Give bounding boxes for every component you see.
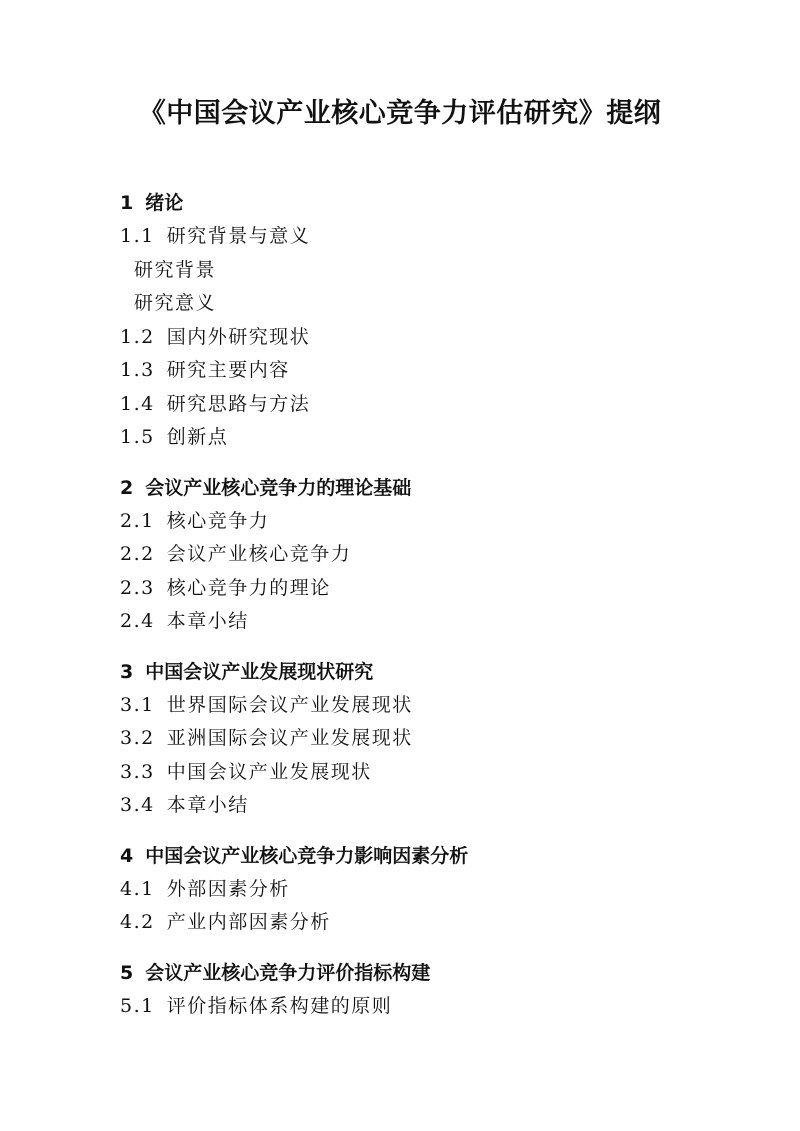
section-title: 核心竞争力 [166,509,270,532]
section-item [120,421,720,455]
section-title: 国内外研究现状 [166,325,311,348]
section-title: 研究主要内容 [166,359,290,381]
section-number: 3.2 [120,727,155,749]
section-number: 2.3 [120,576,155,599]
section-title: 产业内部因素分析 [166,911,331,933]
chapter-heading [120,655,720,689]
section-title: 中国会议产业发展现状 [166,760,372,783]
section-number: 2.2 [120,543,155,565]
section-item [120,689,720,723]
section-item [120,321,720,355]
section-title: 本章小结 [166,794,249,816]
section-title: 研究思路与方法 [166,392,311,415]
section-number: 2.4 [120,610,155,632]
section-item [120,388,720,422]
section-number: 3.4 [120,794,155,816]
document-title: 《中国会议产业核心竞争力评估研究》提纲 [138,98,662,129]
section-title: 研究背景 [134,258,217,281]
section-number: 4.2 [120,911,155,933]
section-item [120,722,720,756]
chapter-heading [120,186,720,220]
section-title: 亚洲国际会议产业发展现状 [166,727,413,749]
section-number: 1.1 [120,225,155,247]
chapter-title: 中国会议产业发展现状研究 [145,660,374,683]
section-number: 1.4 [120,392,155,415]
section-title: 研究意义 [134,292,217,314]
section-item [120,605,720,639]
outline-list [120,186,720,1023]
section-number: 4.1 [120,877,155,900]
section-number: 5.1 [120,994,155,1017]
chapter-number: 2 [120,476,134,499]
subsection-item [120,287,720,321]
section-item [120,220,720,254]
section-number: 1.5 [120,426,155,448]
chapter-title: 绪论 [145,192,184,214]
section-title: 核心竞争力的理论 [166,576,331,599]
section-number: 1.3 [120,359,155,381]
section-item [120,572,720,606]
section-title: 外部因素分析 [166,877,290,900]
section-title: 研究背景与意义 [166,225,311,247]
section-number: 2.1 [120,509,155,532]
section-item [120,756,720,790]
section-title: 本章小结 [166,610,249,632]
chapter-heading [120,471,720,505]
chapter-heading [120,839,720,873]
chapter-number: 4 [120,844,134,867]
chapter-title: 会议产业核心竞争力的理论基础 [145,476,412,499]
section-title: 会议产业核心竞争力 [166,543,352,565]
chapter-number: 3 [120,660,134,683]
section-item [120,505,720,539]
section-title: 世界国际会议产业发展现状 [166,693,413,716]
section-number: 1.2 [120,325,155,348]
section-title: 创新点 [166,426,229,448]
chapter-heading [120,956,720,990]
chapter-title: 中国会议产业核心竞争力影响因素分析 [145,844,469,867]
section-number: 3.1 [120,693,155,716]
section-item [120,906,720,940]
subsection-item [120,254,720,288]
section-item [120,990,720,1024]
section-item [120,789,720,823]
section-number: 3.3 [120,760,155,783]
section-item [120,873,720,907]
section-item [120,354,720,388]
chapter-number: 1 [120,192,134,214]
chapter-number: 5 [120,961,134,984]
chapter-title: 会议产业核心竞争力评价指标构建 [145,961,431,984]
section-item [120,538,720,572]
section-title: 评价指标体系构建的原则 [166,994,393,1017]
